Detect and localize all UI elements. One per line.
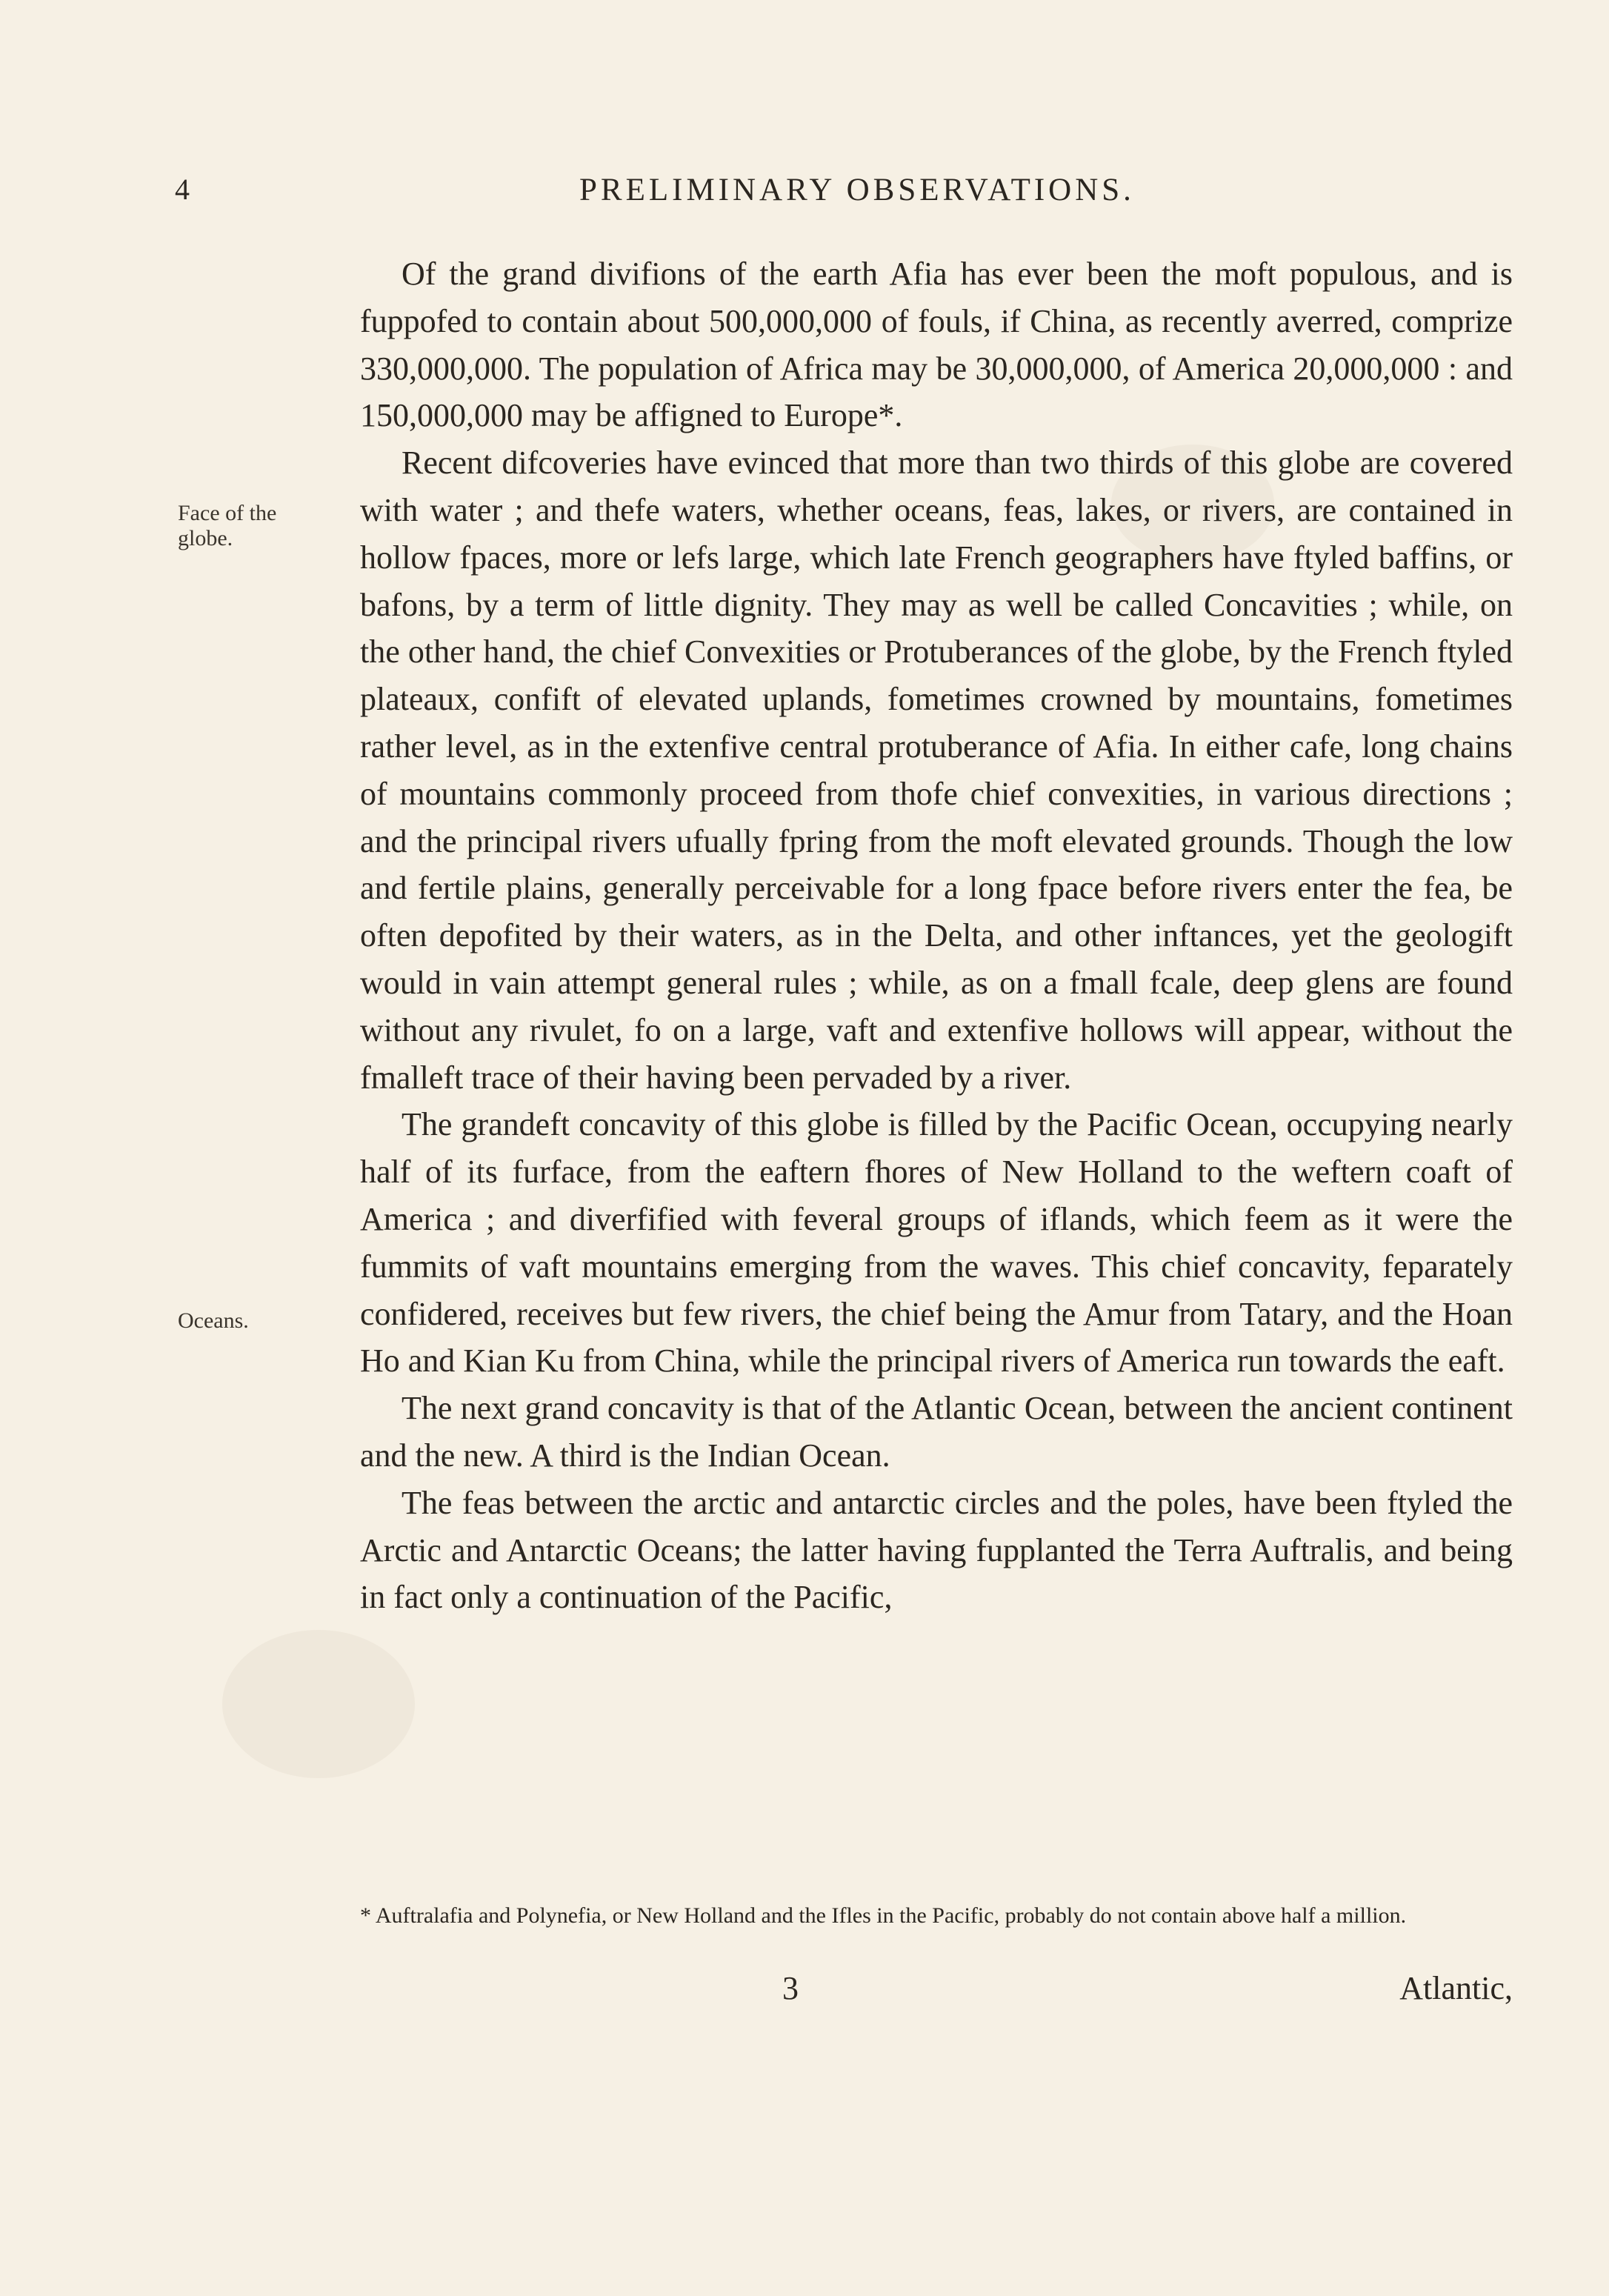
catchword: Atlantic, [1399,1970,1513,2006]
paper-stain [222,1630,415,1778]
margin-note-oceans: Oceans. [178,1308,249,1333]
signature-mark: 3 [782,1970,799,2006]
page-number: 4 [175,173,191,206]
paragraph-polar-seas: The feas between the arctic and antarctic circles and the poles, have been ftyled the Arctic and Antarctic Oceans; the latter having fupplanted the Terra Auftralis, and being in fact only a continuation of the Pacific, [360,1484,1513,1616]
paragraph-pacific: The grandeft concavity of this globe is filled by the Pacific Ocean, occupying nearly half of its furface, from the eaftern fhores of New Holland to the weftern coaft of America ; and diverfified with feveral groups of iflands, which feem as it were the fummits of vaft mountains emerging from the waves. This chief concavity, feparately confidered, receives but few rivers, the chief being the Amur from Tatary, and the Hoan Ho and Kian Ku from China, while the principal rivers of America run towards the eaft. [360,1106,1513,1380]
body-text [360,250,1513,1621]
page-header [175,172,1523,216]
paragraph-face-of-globe: Recent difcoveries have evinced that more than two thirds of this globe are covered with water ; and thefe waters, whether oceans, feas, lakes, or rivers, are contained in hollow fpaces, more or lefs large, which late French geographers have ftyled baffins, or bafons, by a term of little dignity. They may as well be called Concavities ; while, on the other hand, the chief Convexities or Protuberances of the globe, by the French ftyled plateaux, confift of elevated uplands, fometimes crowned by mountains, fometimes rather level, as in the extenfive central protuberance of Afia. In either cafe, long chains of mountains commonly proceed from thofe chief convexities, in various directions ; and the principal rivers ufually fpring from the moft elevated grounds. Though the low and fertile plains, generally perceivable for a long fpace before rivers enter the fea, be often depofited by their waters, as in the Delta, and other inftances, yet the geologift would in vain attempt general rules ; while, as on a fmall fcale, deep glens are found without any rivulet, fo on a large, vaft and extenfive hollows will appear, without the fmalleft trace of their having been pervaded by a river. [360,445,1513,1096]
footnote-text: Auftralafia and Polynefia, or New Holland and the Ifles in the Pacific, probably do not contain above half a million. [375,1903,1407,1928]
footnote [360,1901,1513,1931]
margin-note-face-of-globe: Face of the globe. [178,501,277,550]
paragraph-population: Of the grand divifions of the earth Afia has ever been the moft populous, and is fuppofed to contain about 500,000,000 of fouls, if China, as recently averred, comprize 330,000,000. The population of Africa may be 30,000,000, of America 20,000,000 : and 150,000,000 may be affigned to Europe*. [360,256,1513,434]
running-head: PRELIMINARY OBSERVATIONS. [579,173,1135,207]
footnote-marker: * [360,1903,371,1928]
paragraph-atlantic: The next grand concavity is that of the Atlantic Ocean, between the ancient continent and the new. A third is the Indian Ocean. [360,1390,1513,1474]
